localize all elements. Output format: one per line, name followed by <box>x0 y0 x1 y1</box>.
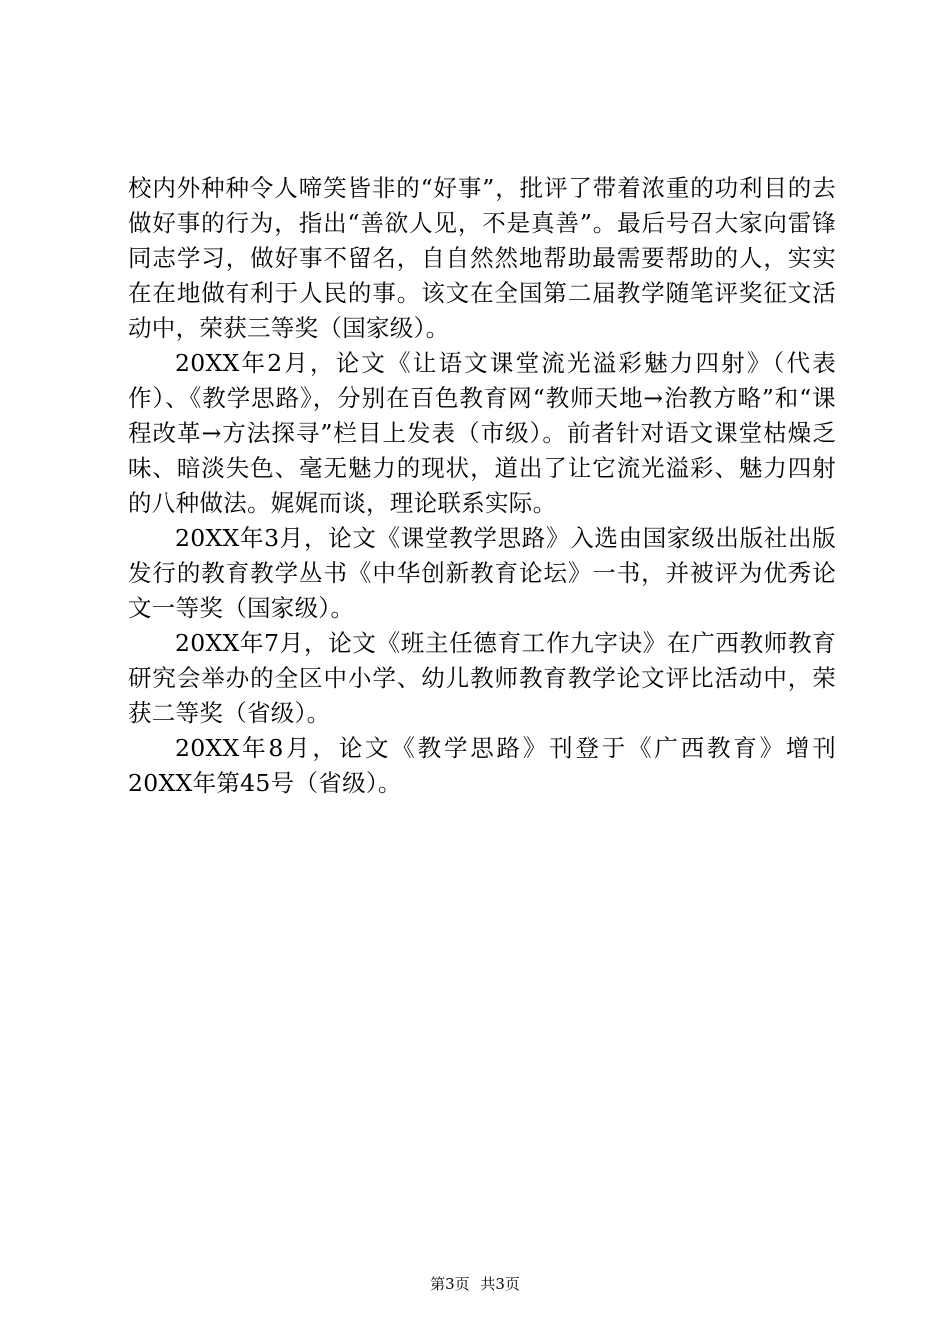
page-number-total: 共3页 <box>480 1275 520 1293</box>
paragraph-july: 20XX年7月，论文《班主任德育工作九字诀》在广西教师教育研究会举办的全区中小学、幼儿教师教育教学论文评比活动中，荣获二等奖（省级）。 <box>128 629 836 727</box>
document-body <box>128 171 836 801</box>
paragraph-continuation: 校内外种种令人啼笑皆非的“好事”，批评了带着浓重的功利目的去做好事的行为，指出“善欲人见，不是真善”。最后号召大家向雷锋同志学习，做好事不留名，自自然然地帮助最需要帮助的人，实实在在地做有利于人民的事。该文在全国第二届教学随笔评奖征文活动中，荣获三等奖（国家级）。 <box>128 174 836 342</box>
paragraph-march: 20XX年3月，论文《课堂教学思路》入选由国家级出版社出版发行的教育教学丛书《中华创新教育论坛》一书，并被评为优秀论文一等奖（国家级）。 <box>128 524 836 622</box>
page-footer <box>0 1274 950 1294</box>
page-number-current: 第3页 <box>430 1275 470 1293</box>
paragraph-february: 20XX年2月，论文《让语文课堂流光溢彩魅力四射》（代表作）、《教学思路》，分别在百色教育网“教师天地→治教方略”和“课程改革→方法探寻”栏目上发表（市级）。前者针对语文课堂枯燥乏味、暗淡失色、毫无魅力的现状，道出了让它流光溢彩、魅力四射的八种做法。娓娓而谈，理论联系实际。 <box>128 349 836 517</box>
paragraph-august: 20XX年8月，论文《教学思路》刊登于《广西教育》增刊20XX年第45号（省级）。 <box>128 734 836 797</box>
